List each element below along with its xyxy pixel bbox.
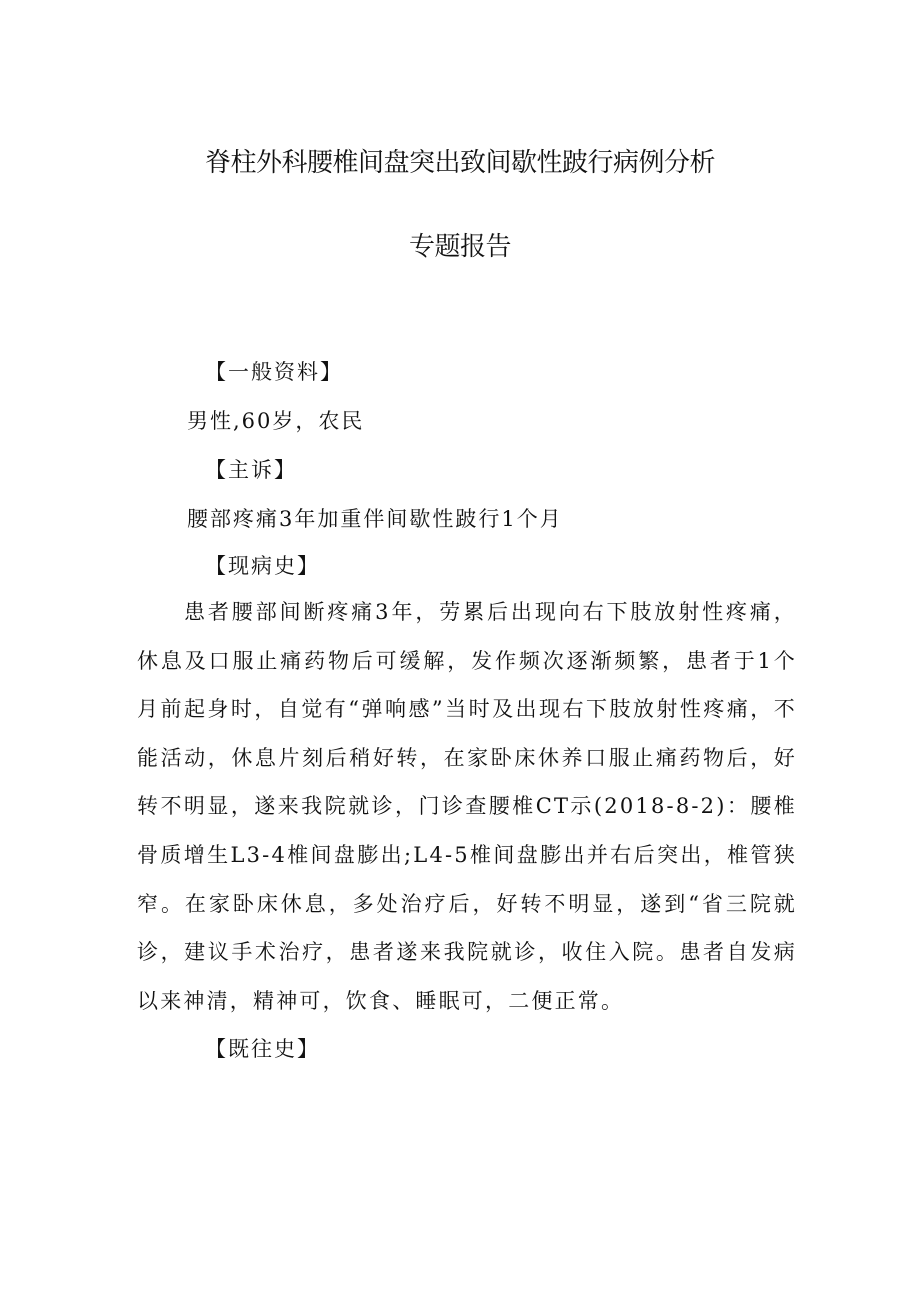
general-info-text: 男性,60岁，农民	[187, 409, 365, 433]
document-title-line-2: 专题报告	[408, 232, 511, 262]
chief-complaint-text: 腰部疼痛3年加重伴间歇性跛行1个月	[187, 507, 563, 531]
present-illness-heading: 【现病史】	[205, 554, 320, 578]
present-illness-paragraph: 患者腰部间断疼痛3年，劳累后出现向右下肢放射性疼痛，休息及口服止痛药物后可缓解，发作频次逐渐频繁，患者于1个月前起身时，自觉有“弹响感”当时及出现右下肢放射性疼痛，不能活动，休息片刻后稍好转，在家卧床休养口服止痛药物后，好转不明显，遂来我院就诊，门诊查腰椎CT示(2018-8-2)：腰椎骨质增生L3-4椎间盘膨出;L4-5椎间盘膨出并右后突出，椎管狭窄。在家卧床休息，多处治疗后，好转不明显，遂到“省三院就诊，建议手术治疗，患者遂来我院就诊，收住入院。患者自发病以来神清，精神可，饮食、睡眠可，二便正常。	[137, 600, 797, 1013]
general-info-heading: 【一般资料】	[205, 360, 343, 384]
chief-complaint-heading: 【主诉】	[205, 458, 297, 482]
past-history-heading: 【既往史】	[205, 1037, 320, 1061]
document-title-line-1: 脊柱外科腰椎间盘突出致间歇性跛行病例分析	[204, 148, 715, 178]
